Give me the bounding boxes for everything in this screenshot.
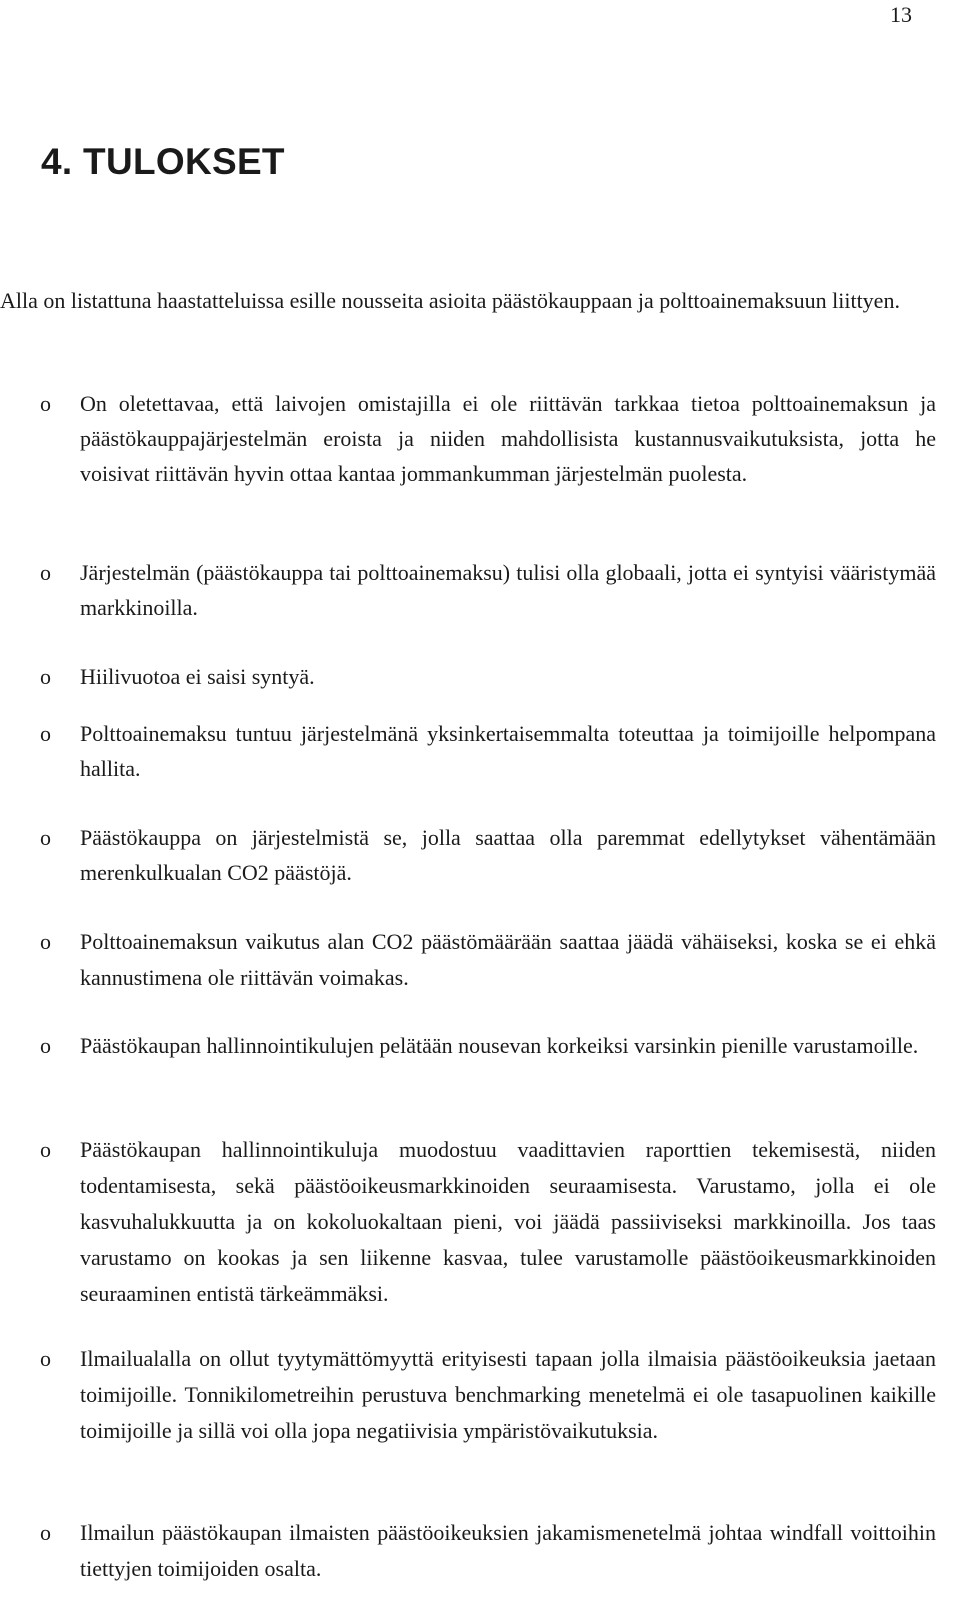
bullet-marker: o [40, 825, 51, 850]
list-item [0, 716, 936, 820]
list-item [0, 820, 936, 924]
list-item-text: Ilmailualalla on ollut tyytymättömyyttä erityisesti tapaan jolla ilmaisia päästöoikeuksia jaetaan toimijoille. Tonnikilometreihin perustuva benchmarking menetelmä ei ole tasapuolinen kaikille toimijoille ja sillä voi olla jopa negatiivisia ympäristövaikutuksia. [80, 1346, 936, 1443]
bullet-marker: o [40, 664, 51, 689]
list-item-text: Ilmailun päästökaupan ilmaisten päästöoikeuksien jakamismenetelmä johtaa windfall voittoihin tiettyjen toimijoiden osalta. [80, 1520, 936, 1581]
bullet-marker: o [40, 391, 51, 416]
bullet-marker: o [40, 1033, 51, 1058]
list-item [0, 924, 936, 1028]
list-item-text: Hiilivuotoa ei saisi syntyä. [80, 664, 315, 689]
page-number: 13 [890, 2, 912, 27]
list-item [0, 1132, 936, 1341]
list-item-text: Päästökauppa on järjestelmistä se, jolla saattaa olla paremmat edellytykset vähentämään merenkulkualan CO2 päästöjä. [80, 825, 936, 885]
list-item-text: Päästökaupan hallinnointikulujen pelätään nousevan korkeiksi varsinkin pienille varustamoille. [80, 1033, 919, 1058]
list-item-text: On oletettavaa, että laivojen omistajilla ei ole riittävän tarkkaa tietoa polttoainemaksun ja päästökauppajärjestelmän eroista ja niiden mahdollisista kustannusvaikutuksista, jotta he voisivat riittävän hyvin ottaa kantaa jommankumman järjestelmän puolesta. [80, 391, 936, 486]
list-item [0, 555, 936, 659]
list-item [0, 386, 936, 555]
bullet-marker: o [40, 1520, 51, 1545]
list-item-text: Päästökaupan hallinnointikuluja muodostuu vaadittavien raporttien tekemisestä, niiden todentamisesta, sekä päästöoikeusmarkkinoiden seuraamisesta. Varustamo, jolla ei ole kasvuhalukkuutta ja on kokoluokaltaan pieni, voi jäädä passiiviseksi markkinoilla. Jos taas varustamo on kookas ja sen liikenne kasvaa, tulee varustamolle päästöoikeusmarkkinoiden seuraaminen entistä tärkeämmäksi. [80, 1137, 936, 1306]
bullet-marker: o [40, 560, 51, 585]
list-item [0, 1515, 936, 1585]
findings-list [0, 386, 960, 1585]
intro-paragraph: Alla on listattuna haastatteluissa esille nousseita asioita päästökauppaan ja polttoainemaksuun liittyen. [0, 288, 900, 313]
list-item [0, 659, 936, 716]
list-item-text: Järjestelmän (päästökauppa tai polttoainemaksu) tulisi olla globaali, jotta ei syntyisi vääristymää markkinoilla. [80, 560, 936, 620]
bullet-marker: o [40, 929, 51, 954]
bullet-marker: o [40, 1137, 51, 1162]
list-item [0, 1028, 936, 1132]
bullet-marker: o [40, 721, 51, 746]
list-item-text: Polttoainemaksu tuntuu järjestelmänä yksinkertaisemmalta toteuttaa ja toimijoille helpompana hallita. [80, 721, 936, 781]
section-heading: 4. TULOKSET [41, 141, 285, 182]
list-item-text: Polttoainemaksun vaikutus alan CO2 päästömäärään saattaa jäädä vähäiseksi, koska se ei ehkä kannustimena ole riittävän voimakas. [80, 929, 936, 990]
bullet-marker: o [40, 1346, 51, 1371]
list-item [0, 1341, 936, 1515]
